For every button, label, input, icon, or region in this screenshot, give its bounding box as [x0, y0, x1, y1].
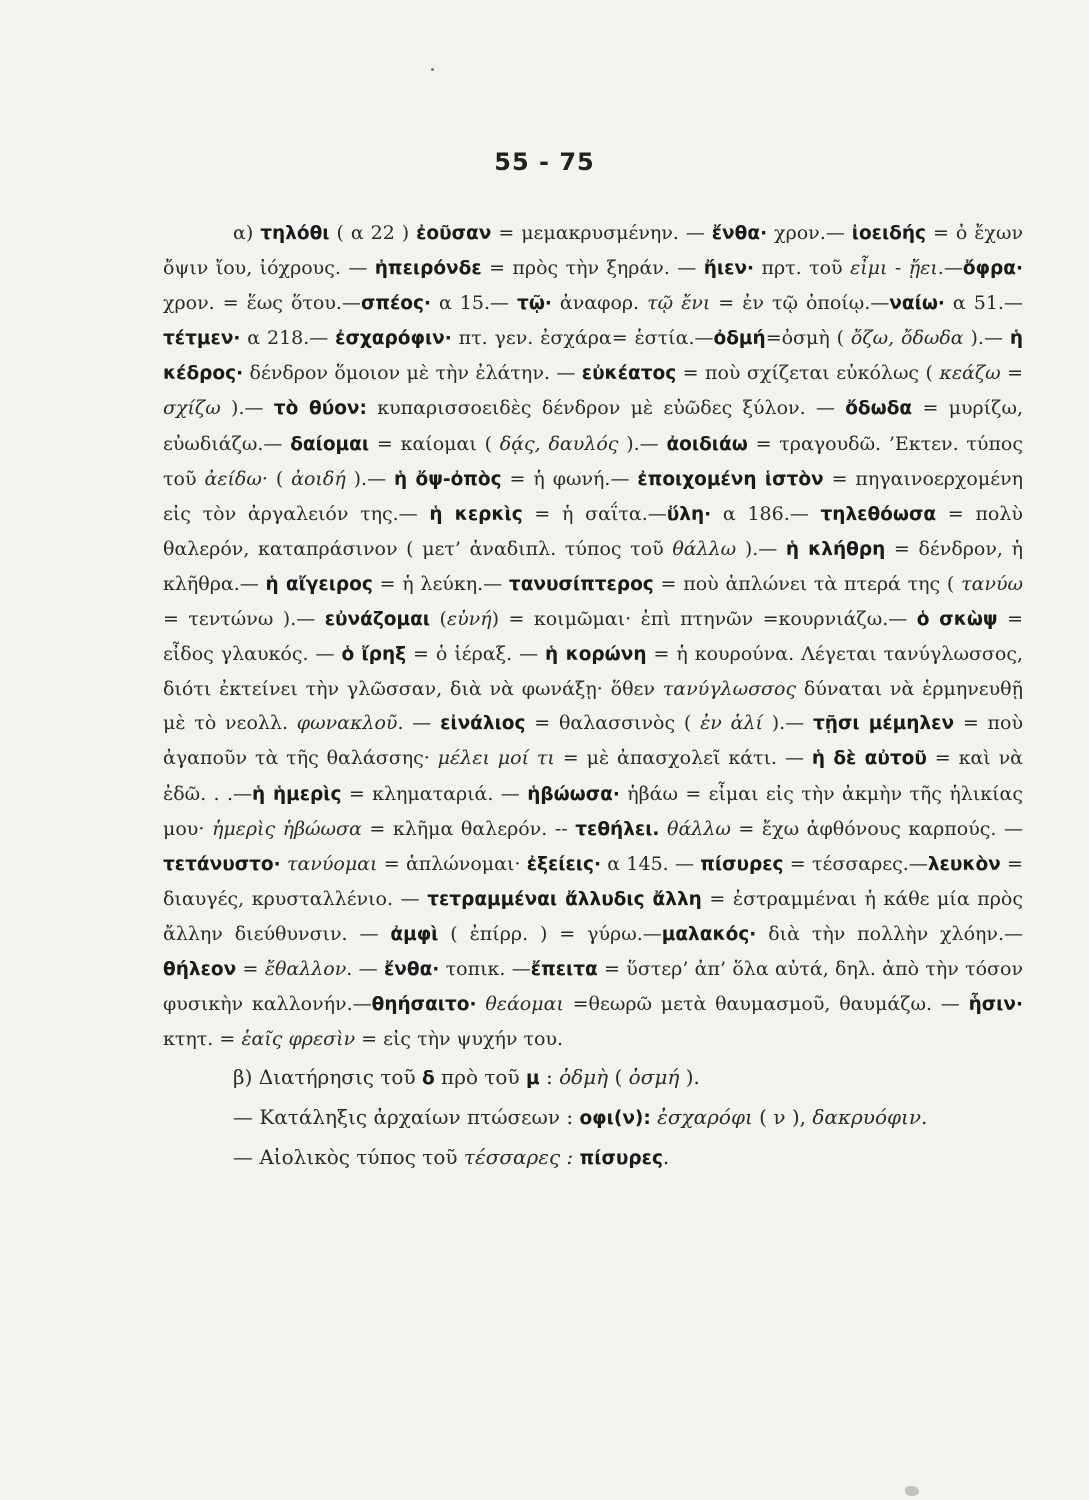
gloss-text: = ἡ φωνή.— [501, 467, 638, 490]
gloss-text: ) = κοιμῶμαι· ἐπὶ πτηνῶν =κουρνιάζω.— [491, 608, 917, 631]
gloss-text: ).— [345, 467, 395, 490]
headword: ἔνθα· [711, 223, 768, 244]
word-form: ἀείδω· [204, 467, 268, 490]
headword: ἀμφὶ [390, 923, 439, 945]
word-form: εὐνή [446, 608, 492, 631]
gloss-text: . — [397, 712, 441, 735]
gloss-text: = μυρίζω, εὐωδιάζω.— [163, 397, 1024, 455]
gloss-text: ( [267, 467, 292, 490]
gloss-text: = διαυγές, κρυσταλλένιο. — [163, 852, 1023, 910]
headword: ἰοειδής [851, 223, 927, 244]
word-form: ἐν ἁλί [700, 712, 763, 735]
word-form: φωνακλοῦ [296, 712, 398, 735]
gloss-text: κτητ. = [163, 1028, 242, 1051]
gloss-text: = τραγουδῶ. ’Εκτεν. τύπος τοῦ [163, 432, 1024, 490]
headword: ἡβώωσα· [527, 783, 620, 805]
word-form: τανύομαι [286, 852, 378, 875]
headword: ἡ κορώνη [545, 644, 647, 666]
page-number: 55 - 75 [494, 148, 595, 176]
word-form: ᾔει [908, 257, 938, 280]
gloss-text: α 51.— [944, 292, 1023, 315]
note-text: — Αἰολικὸς τύπος τοῦ [233, 1145, 464, 1170]
headword: ἡ κέδρος· [163, 328, 1023, 385]
gloss-text: ( [430, 608, 447, 631]
headword: ἧσιν· [968, 994, 1023, 1016]
gloss-text: - [887, 257, 909, 280]
note-text: : [539, 1065, 560, 1090]
headword: τὸ θύον: [273, 398, 367, 420]
scan-dot [431, 68, 434, 71]
gloss-text: =ὀσμὴ ( [765, 327, 851, 350]
note-example: δακρυόφιν [812, 1105, 921, 1130]
headword: ἔνθα· [383, 958, 440, 980]
word-form: δᾴς, δαυλός [499, 432, 619, 455]
word-form: θεάομαι [485, 993, 564, 1016]
gloss-text: = εἶδος γλαυκός. — [163, 608, 1024, 666]
gloss-text: = τεντώνω ).— [163, 608, 325, 631]
gloss-text: κυπαρισσοειδὲς δένδρον μὲ εὐῶδες ξύλον. — [366, 397, 846, 420]
glossary-body [163, 216, 1023, 1178]
gloss-text: = ἐν τῷ ὁποίῳ.— [710, 292, 890, 315]
gloss-text: . — [346, 957, 384, 980]
note-example: ἐσχαρόφι [657, 1105, 753, 1130]
gloss-text: δένδρον ὅμοιον μὲ τὴν ἐλάτην. — [243, 362, 582, 385]
headword: τετάνυστο· [163, 853, 281, 875]
note-example: τέσσαρες : [463, 1145, 574, 1170]
headword: τῷ· [517, 293, 552, 315]
gloss-text: ( α 22 ) [329, 222, 417, 244]
gloss-text: =θεωρῶ μετὰ θαυμασμοῦ, θαυμάζω. — [563, 993, 969, 1016]
headword: σπέος· [360, 293, 431, 315]
headword: ἡ κλήθρη [785, 538, 886, 560]
headword: ὄδωδα [845, 398, 913, 420]
note-text: ). [679, 1065, 700, 1090]
note-term: πίσυρες [579, 1148, 663, 1170]
headword: τανυσίπτερος [508, 573, 654, 595]
gloss-text: χρον. = ἕως ὅτου.— [163, 292, 361, 315]
gloss-text: α 186.— [711, 502, 821, 525]
headword: εὐνάζομαι [324, 609, 431, 631]
headword: ἡ ὄψ-ὀπὸς [394, 468, 502, 490]
headword: ναίω· [889, 293, 945, 315]
gloss-text: ).— [762, 712, 813, 735]
gloss-text: = ἐστραμμέναι ἡ κάθε μία πρὸς ἄλλην διεύθυνσιν. — [163, 887, 1023, 945]
headword: ὁ σκὼψ [916, 609, 998, 631]
word-form: θάλλω [672, 537, 737, 560]
gloss-text: ἀναφορ. [551, 292, 648, 315]
gloss-text: ( ἐπίρρ. ) = γύρω.— [438, 922, 662, 945]
gloss-text: = θαλασσινὸς ( [525, 712, 701, 735]
gloss-text: = καὶ νὰ ἐδῶ. . .— [163, 747, 1024, 805]
headword: ἡ κερκὶς [429, 503, 523, 525]
word-form: τανύγλωσσος [662, 678, 797, 701]
gloss-text: = τέσσαρες.— [783, 852, 928, 875]
headword: τετραμμέναι ἄλλυδις ἄλλη [427, 888, 702, 910]
headword: λευκὸν [927, 853, 1001, 875]
gloss-text: ).— [963, 327, 1010, 350]
gloss-text: = ποὺ ἁπλώνει τὰ πτερά της ( [653, 572, 962, 595]
gloss-text: χρον.— [767, 222, 852, 244]
gloss-text: = ἁπλώνομαι· [377, 852, 527, 875]
headword: θήλεον [163, 958, 237, 980]
gloss-text: = καίομαι ( [369, 432, 500, 455]
note-retention [163, 1058, 1023, 1098]
headword: μαλακός· [661, 923, 757, 945]
note-text: . [920, 1105, 928, 1130]
word-form: εἶμι [850, 257, 888, 280]
note-text: πρὸ τοῦ [434, 1065, 526, 1090]
gloss-text: = ὁ ἔχων ὄψιν ἴου, ἰόχρους. — [163, 222, 1023, 280]
gloss-text: α 218.— [240, 327, 336, 350]
gloss-text: = μεμακρυσμένην. — [491, 222, 712, 244]
note-text: ( ν ), [752, 1105, 813, 1130]
note-example: ὀδμὴ [559, 1065, 609, 1090]
headword: τεθήλει. [575, 818, 660, 840]
word-form: ἔθαλλον [264, 957, 347, 980]
gloss-text [659, 818, 667, 840]
headword: ἀοιδιάω [666, 433, 748, 455]
headword: ἐσχαρόφιν· [335, 328, 452, 350]
gloss-text: = ἔχω ἀφθόνους καρπούς. — [730, 817, 1023, 840]
gloss-text: α 15.— [430, 292, 518, 315]
glossary-paragraph [163, 216, 1023, 1056]
gloss-text: = μὲ ἀπασχολεῖ κάτι. — [554, 747, 812, 770]
headword: τῇσι μέμηλεν [812, 713, 955, 735]
headword: ἡ αἴγειρος [265, 573, 373, 595]
headword: ἠπειρόνδε [374, 258, 482, 280]
gloss-text: = πηγαινοερχομένη εἰς τὸν ἀργαλειόν της.— [163, 467, 1023, 525]
word-form: ἡμερὶς ἡβώωσα [211, 817, 362, 840]
gloss-text: α) [233, 222, 261, 244]
gloss-text: = ὁ ἱέραξ. — [406, 643, 546, 666]
headword: εὐκέατος [581, 363, 677, 385]
headword: ἐποιχομένη ἱστὸν [637, 468, 824, 490]
word-form: τῷ ἔνι [647, 292, 711, 315]
gloss-text: πρτ. τοῦ [754, 257, 851, 280]
gloss-text: = ὕστερ’ ἀπ’ ὅλα αὐτά, δηλ. ἀπὸ τὴν τόσον φυσικὴν καλλονήν.— [163, 957, 1023, 1016]
gloss-text: = πρὸς τὴν ξηράν. — [481, 257, 704, 280]
word-form: ὄζω, ὄδωδα [850, 327, 964, 350]
note-text: — Κατάληξις ἀρχαίων πτώσεων : [233, 1105, 580, 1130]
gloss-text: ἡβάω = εἶμαι εἰς τὴν ἀκμὴν τῆς ἡλικίας μου· [163, 782, 1023, 840]
gloss-text: ).— [618, 432, 667, 455]
gloss-text: = ἡ σαΐτα.— [522, 502, 667, 525]
gloss-text: ).— [220, 397, 274, 420]
word-form: θάλλω [667, 817, 731, 840]
headword: ἡ δὲ αὐτοῦ [811, 748, 927, 770]
gloss-text: ).— [736, 537, 786, 560]
note-text: . [662, 1145, 670, 1170]
note-text: β) Διατήρησις τοῦ [233, 1065, 422, 1090]
gloss-text: = πολὺ θαλερόν, καταπράσινον ( μετ’ ἀναδιπλ. τύπος τοῦ [163, 502, 1023, 560]
gloss-text: = [236, 957, 265, 980]
headword: ἐοῦσαν [416, 223, 492, 244]
gloss-text: τοπικ. — [439, 957, 531, 980]
gloss-text: δύναται νὰ ἑρμηνευθῇ μὲ τὸ νεολλ. [163, 678, 1023, 735]
headword: ὀδμή [713, 328, 766, 350]
grammar-notes [163, 1058, 1023, 1178]
gloss-text: διὰ τὴν πολλὴν χλόην.— [756, 922, 1023, 945]
headword: ἡ ἡμερὶς [252, 783, 342, 805]
note-example: ὀσμή [628, 1065, 680, 1090]
gloss-text: = ἡ λεύκη.— [372, 572, 509, 595]
gloss-text: α 145. — [601, 852, 701, 875]
note-aeolic [163, 1138, 1023, 1178]
scan-speck [905, 1486, 919, 1496]
gloss-text: .— [937, 257, 963, 280]
gloss-text: = ἡ κουρούνα. Λέγεται τανύγλωσσος, διότι ἐκτείνει τὴν γλῶσσαν, διὰ νὰ φωνάξῃ· ὅθεν [163, 643, 1024, 701]
headword: θηήσαιτο· [371, 994, 477, 1016]
headword: ἐξείεις· [526, 853, 601, 875]
gloss-text: πτ. γεν. ἐσχάρα= ἑστία.— [451, 327, 714, 350]
headword: δαίομαι [290, 433, 370, 455]
headword: τέτμεν· [163, 328, 241, 350]
headword: εἰνάλιος [440, 713, 526, 735]
note-endings [163, 1098, 1023, 1138]
headword: ἔπειτα [530, 958, 598, 980]
note-term: δ [421, 1068, 435, 1090]
word-form: ἀοιδή [291, 467, 346, 490]
word-form: μέλει μοί τι [437, 747, 555, 770]
headword: ἤιεν· [703, 258, 755, 280]
gloss-text: = εἰς τὴν ψυχήν του. [355, 1028, 564, 1051]
headword: ὄφρα· [962, 258, 1024, 280]
headword: ὁ ἴρηξ [341, 644, 407, 666]
gloss-text: = ποὺ ἀγαποῦν τὰ τῆς θαλάσσης· [163, 712, 1024, 770]
gloss-text: = δένδρον, ἡ κλῆθρα.— [163, 537, 1023, 595]
note-term: οφι(ν): [579, 1108, 651, 1130]
note-term: μ [525, 1068, 540, 1090]
word-form: κεάζω = σχίζω [163, 362, 1023, 420]
gloss-text: = κληματαριά. — [341, 782, 528, 805]
word-form: ἑαῖς φρεσὶν [241, 1028, 356, 1051]
headword: πίσυρες [700, 853, 784, 875]
headword: τηλεθόωσα [820, 503, 937, 525]
gloss-text: = ποὺ σχίζεται εὐκόλως ( [676, 362, 940, 385]
gloss-text: = κλῆμα θαλερόν. -- [361, 817, 576, 840]
note-text: ( [608, 1065, 629, 1090]
word-form: τανύω [961, 572, 1023, 595]
headword: τηλόθι [260, 223, 330, 244]
headword: ὕλη· [666, 503, 712, 525]
gloss-text [477, 993, 486, 1015]
